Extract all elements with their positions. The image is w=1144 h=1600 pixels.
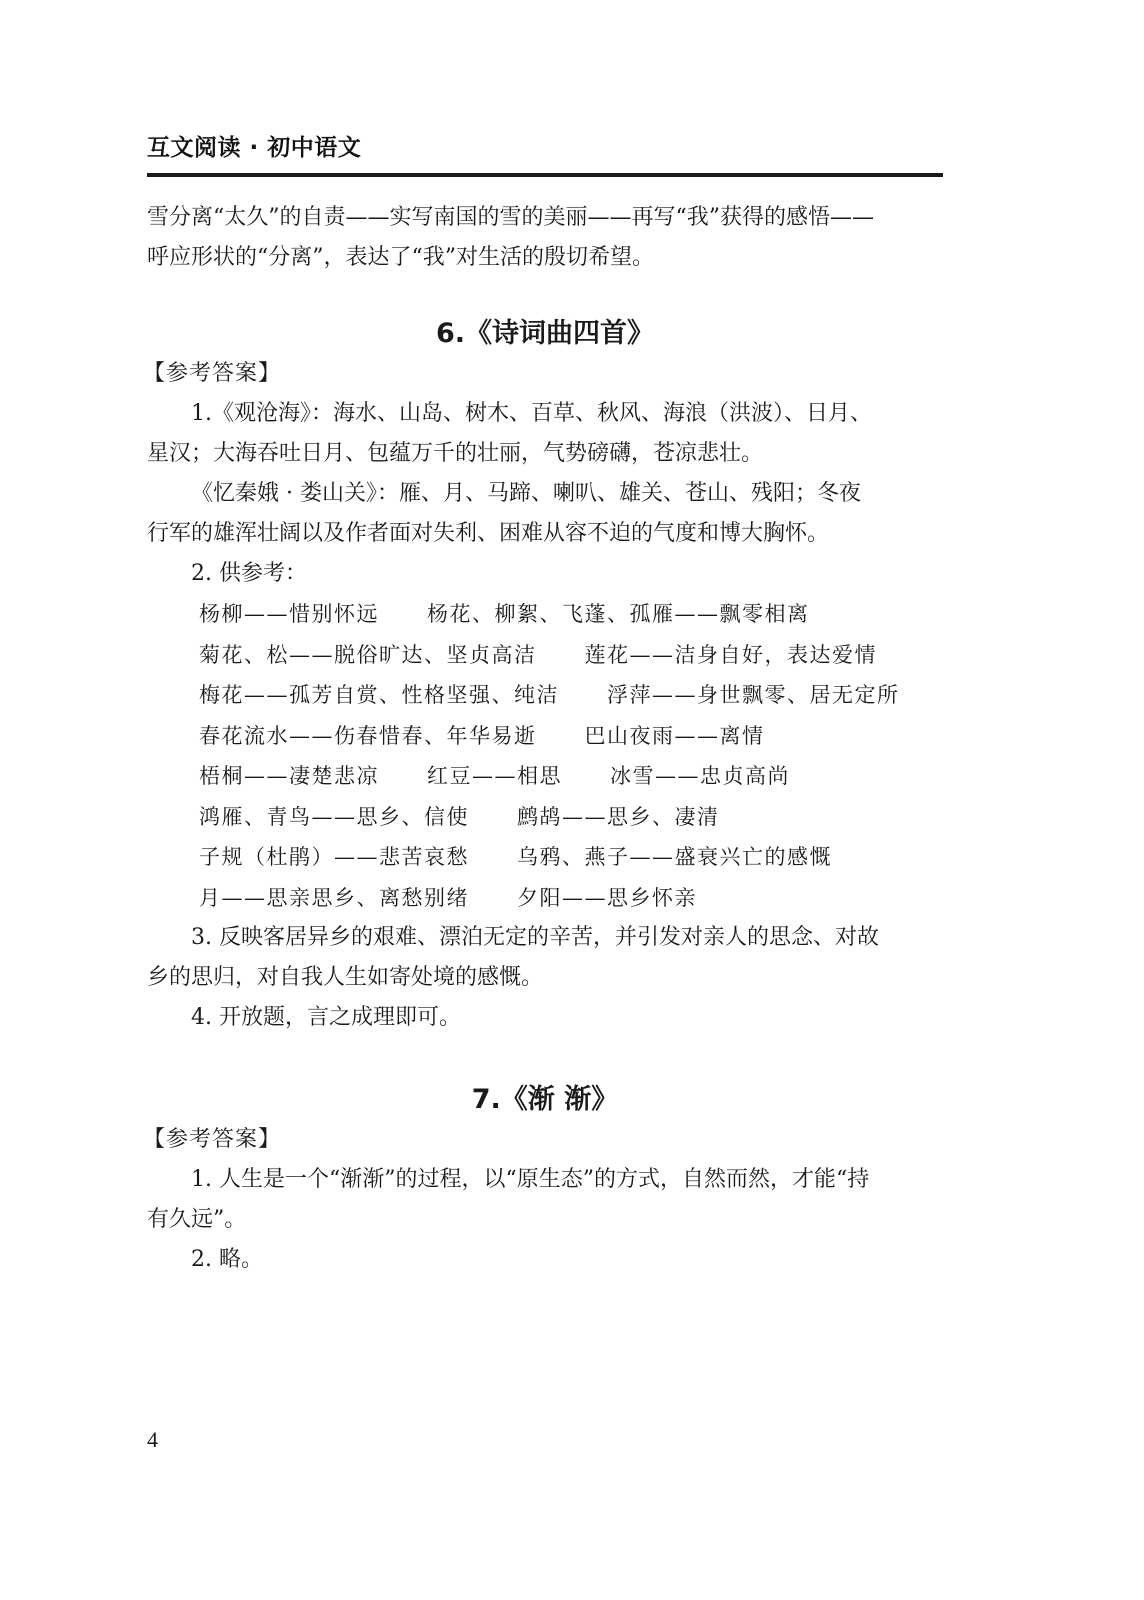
imagery-item: 子规（杜鹃）——悲苦哀愁 (199, 845, 469, 869)
imagery-item: 春花流水——伤春惜春、年华易逝 (199, 723, 537, 748)
section6-q1b-line2: 行军的雄浑壮阔以及作者面对失利、困难从容不迫的气度和博大胸怀。 (147, 521, 830, 546)
imagery-item: 夕阳——思乡怀亲 (517, 885, 697, 910)
section7-answer-label: 【参考答案】 (143, 1127, 282, 1152)
imagery-row (199, 837, 943, 878)
section7-q2: 2. 略。 (191, 1247, 263, 1272)
imagery-item: 梧桐——凄楚悲凉 (199, 764, 379, 788)
imagery-row (199, 675, 943, 716)
imagery-list (199, 594, 943, 918)
section7-q1-line1: 1. 人生是一个“渐渐”的过程，以“原生态”的方式，自然而然，才能“持 (191, 1167, 870, 1192)
intro-line-1: 雪分离“太久”的自责——实写南国的雪的美丽——再写“我”获得的感悟—— (147, 205, 874, 230)
imagery-item: 冰雪——忠贞高尚 (610, 764, 790, 788)
imagery-item: 莲花——洁身自好，表达爱情 (584, 642, 877, 667)
imagery-item: 梅花——孤芳自赏、性格坚强、纯洁 (199, 683, 559, 707)
section6-q3-line1: 3. 反映客居异乡的艰难、漂泊无定的辛苦，并引发对亲人的思念、对故 (191, 925, 879, 950)
section6-q1b-line1: 《忆秦娥 · 娄山关》：雁、月、马蹄、喇叭、雄关、苍山、残阳；冬夜 (191, 481, 861, 506)
imagery-item: 杨花、柳絮、飞蓬、孤雁——飘零相离 (427, 602, 810, 626)
imagery-row (199, 716, 943, 757)
section7-q1-line2: 有久远”。 (147, 1207, 247, 1232)
imagery-row (199, 756, 943, 797)
section6-answer-label: 【参考答案】 (143, 361, 282, 386)
section6-q1-line2: 星汉；大海吞吐日月、包蕴万千的壮丽，气势磅礴，苍凉悲壮。 (147, 441, 764, 466)
section7-title: 7.《渐 渐》 (471, 1084, 619, 1115)
intro-line-2: 呼应形状的“分离”，表达了“我”对生活的殷切希望。 (147, 245, 654, 270)
page-content (143, 198, 943, 1280)
running-header: 互文阅读 · 初中语文 (147, 135, 362, 161)
imagery-item: 红豆——相思 (427, 764, 562, 788)
imagery-row (199, 635, 943, 676)
page-number: 4 (147, 1427, 158, 1452)
section6-q1-line1: 1.《观沧海》：海水、山岛、树木、百草、秋风、海浪（洪波）、日月、 (191, 401, 872, 426)
imagery-item: 月——思亲思乡、离愁别绪 (199, 885, 469, 910)
imagery-row (199, 594, 943, 635)
section6-q3-line2: 乡的思归，对自我人生如寄处境的感慨。 (147, 965, 544, 990)
imagery-item: 鹧鸪——思乡、凄清 (517, 804, 720, 829)
header-rule (147, 173, 943, 177)
imagery-row (199, 797, 943, 838)
section6-q2-intro: 2. 供参考： (191, 561, 307, 586)
imagery-item: 菊花、松——脱俗旷达、坚贞高洁 (199, 642, 537, 667)
imagery-item: 鸿雁、青鸟——思乡、信使 (199, 804, 469, 829)
imagery-item: 巴山夜雨——离情 (584, 723, 765, 748)
imagery-row (199, 878, 943, 919)
section6-title: 6.《诗词曲四首》 (435, 318, 655, 349)
imagery-item: 杨柳——惜别怀远 (199, 602, 379, 626)
imagery-item: 乌鸦、燕子——盛衰兴亡的感慨 (517, 845, 832, 869)
imagery-item: 浮萍——身世飘零、居无定所 (607, 683, 900, 707)
section6-q4: 4. 开放题，言之成理即可。 (191, 1005, 461, 1030)
